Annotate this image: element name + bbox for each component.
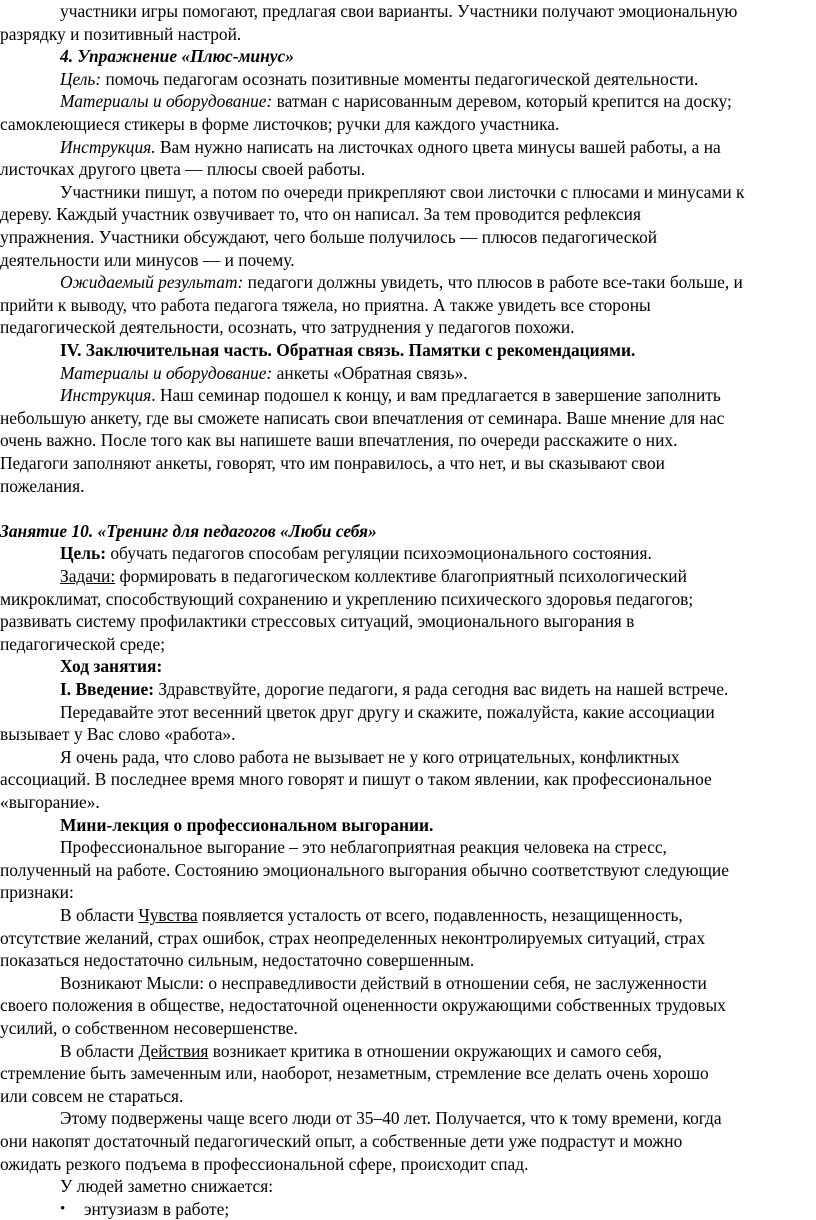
paragraph-line: они накопят достаточный педагогический опыт, а собственные дети уже подрастут и можно bbox=[0, 1131, 683, 1151]
exercise-heading: 4. Упражнение «Плюс-минус» bbox=[60, 46, 294, 67]
feelings-line bbox=[60, 904, 683, 927]
tasks-text: формировать в педагогическом коллективе благоприятный психологический bbox=[115, 566, 687, 586]
paragraph-line: упражнения. Участники обсуждают, чего больше получилось — плюсов педагогической bbox=[0, 227, 658, 247]
paragraph-line: Участники пишут, а потом по очереди прикрепляют свои листочки с плюсами и минусами к bbox=[60, 181, 745, 202]
feelings-term: Чувства bbox=[138, 905, 198, 925]
expected-result-text: педагоги должны увидеть, что плюсов в работе все-таки больше, и bbox=[243, 272, 743, 293]
paragraph-line: У людей заметно снижается: bbox=[60, 1176, 274, 1197]
section-heading: IV. Заключительная часть. Обратная связь. Памятки с рекомендациями. bbox=[60, 340, 636, 360]
intro-text: Здравствуйте, дорогие педагоги, я рада сегодня вас видеть на нашей встрече. bbox=[154, 679, 729, 699]
paragraph-line: небольшую анкету, где вы сможете написать свои впечатления от семинара. Ваше мнение для нас bbox=[0, 407, 725, 428]
goal-line bbox=[60, 542, 652, 565]
expected-result-line bbox=[60, 271, 743, 294]
feelings-prefix: В области bbox=[60, 905, 139, 925]
paragraph-line: пожелания. bbox=[0, 475, 85, 496]
instruction-text: . Наш семинар подошел к концу, и вам предлагается в завершение заполнить bbox=[151, 385, 721, 406]
paragraph-line: микроклимат, способствующий сохранению и укреплению психического здоровья педагогов; bbox=[0, 588, 694, 609]
paragraph-line: ассоциаций. В последнее время много говорят и пишут о таком явлении, как профессиональное bbox=[0, 769, 712, 790]
lesson-title: Занятие 10. «Тренинг для педагогов «Люби себя» bbox=[0, 520, 377, 541]
materials-text: ватман с нарисованным деревом, который крепится на доску; bbox=[272, 91, 732, 112]
intro-label: I. Введение: bbox=[60, 679, 155, 699]
paragraph-line: усилий, о собственном несовершенстве. bbox=[0, 1018, 298, 1038]
goal-line bbox=[60, 68, 698, 91]
instruction-line bbox=[60, 384, 721, 407]
goal-label: Цель: bbox=[60, 68, 102, 89]
paragraph-line: листочках другого цвета — плюсы своей работы. bbox=[0, 159, 366, 180]
actions-text: возникает критика в отношении окружающих и самого себя, bbox=[208, 1040, 662, 1061]
paragraph-line: Я очень рада, что слово работа не вызывает не у кого отрицательных, конфликтных bbox=[60, 746, 680, 767]
paragraph-line: или совсем не стараться. bbox=[0, 1085, 184, 1106]
section-heading: Мини-лекция о профессиональном выгорании. bbox=[60, 814, 434, 835]
paragraph-line: Этому подвержены чаще всего люди от 35–40 лет. Получается, что к тому времени, когда bbox=[60, 1108, 722, 1129]
section-heading: Ход занятия: bbox=[60, 656, 163, 677]
paragraph-line: «выгорание». bbox=[0, 792, 100, 812]
materials-line bbox=[60, 362, 468, 385]
paragraph-line: полученный на работе. Состоянию эмоционального выгорания обычно соответствуют следующие bbox=[0, 859, 729, 880]
goal-text: помочь педагогам осознать позитивные моменты педагогической деятельности. bbox=[101, 68, 699, 89]
paragraph-line: самоклеющиеся стикеры в форме листочков; ручки для каждого участника. bbox=[0, 114, 560, 134]
feelings-text: появляется усталость от всего, подавленность, незащищенность, bbox=[197, 905, 683, 925]
instruction-text: Вам нужно написать на листочках одного цвета минусы вашей работы, а на bbox=[155, 136, 721, 157]
paragraph-line: разрядку и позитивный настрой. bbox=[0, 23, 242, 44]
instruction-line bbox=[60, 136, 721, 159]
paragraph-line: показаться недостаточно сильным, недостаточно совершенным. bbox=[0, 950, 475, 971]
paragraph-line: участники игры помогают, предлагая свои варианты. Участники получают эмоциональную bbox=[60, 1, 738, 21]
paragraph-line: признаки: bbox=[0, 882, 74, 903]
paragraph-line: стремление быть замеченным или, наоборот, незаметным, стремление все делать очень хорошо bbox=[0, 1063, 709, 1084]
paragraph-line: своего положения в обществе, недостаточной оцененности окружающими собственных трудовых bbox=[0, 995, 726, 1016]
actions-line bbox=[60, 1040, 662, 1063]
paragraph-line: очень важно. После того как вы напишете ваши впечатления, по очереди расскажите о них. bbox=[0, 430, 678, 451]
materials-text: анкеты «Обратная связь». bbox=[272, 362, 468, 383]
bullet-icon: • bbox=[60, 1200, 66, 1217]
tasks-line bbox=[60, 565, 687, 588]
paragraph-line: Возникают Мысли: о несправедливости действий в отношении себя, не заслуженности bbox=[60, 972, 707, 993]
intro-line bbox=[60, 678, 728, 701]
paragraph-line: дереву. Каждый участник озвучивает то, что он написал. За тем проводится рефлексия bbox=[0, 204, 641, 225]
goal-label: Цель: bbox=[60, 543, 106, 564]
tasks-label: Задачи: bbox=[60, 566, 116, 586]
bullet-text: энтузиазм в работе; bbox=[84, 1198, 230, 1219]
materials-label: Материалы и оборудование: bbox=[60, 362, 273, 383]
actions-term: Действия bbox=[138, 1040, 209, 1061]
paragraph-line: Передавайте этот весенний цветок друг другу и скажите, пожалуйста, какие ассоциации bbox=[60, 701, 715, 722]
paragraph-line: вызывает у Вас слово «работа». bbox=[0, 724, 236, 745]
paragraph-line: Педагоги заполняют анкеты, говорят, что им понравилось, а что нет, и вы сказывают свои bbox=[0, 453, 665, 473]
instruction-label: Инструкция bbox=[60, 385, 152, 406]
materials-label: Материалы и оборудование: bbox=[60, 91, 273, 112]
paragraph-line: отсутствие желаний, страх ошибок, страх неопределенных неконтролируемых ситуаций, страх bbox=[0, 927, 706, 948]
instruction-label: Инструкция. bbox=[60, 136, 156, 157]
goal-text: обучать педагогов способам регуляции психоэмоционального состояния. bbox=[106, 543, 652, 564]
paragraph-line: прийти к выводу, что работа педагога тяжела, но приятна. А также увидеть все стороны bbox=[0, 294, 651, 315]
paragraph-line: деятельности или минусов — и почему. bbox=[0, 249, 295, 270]
materials-line bbox=[60, 90, 732, 113]
paragraph-line: Профессиональное выгорание – это неблагоприятная реакция человека на стресс, bbox=[60, 837, 667, 858]
actions-prefix: В области bbox=[60, 1040, 139, 1061]
expected-result-label: Ожидаемый результат: bbox=[60, 272, 244, 293]
paragraph-line: развивать систему профилактики стрессовых ситуаций, эмоционального выгорания в bbox=[0, 611, 635, 632]
paragraph-line: педагогической деятельности, осознать, что затруднения у педагогов похожи. bbox=[0, 317, 575, 338]
paragraph-line: педагогической среде; bbox=[0, 633, 166, 654]
paragraph-line: ожидать резкого подъема в профессиональной сфере, происходит спад. bbox=[0, 1153, 529, 1174]
